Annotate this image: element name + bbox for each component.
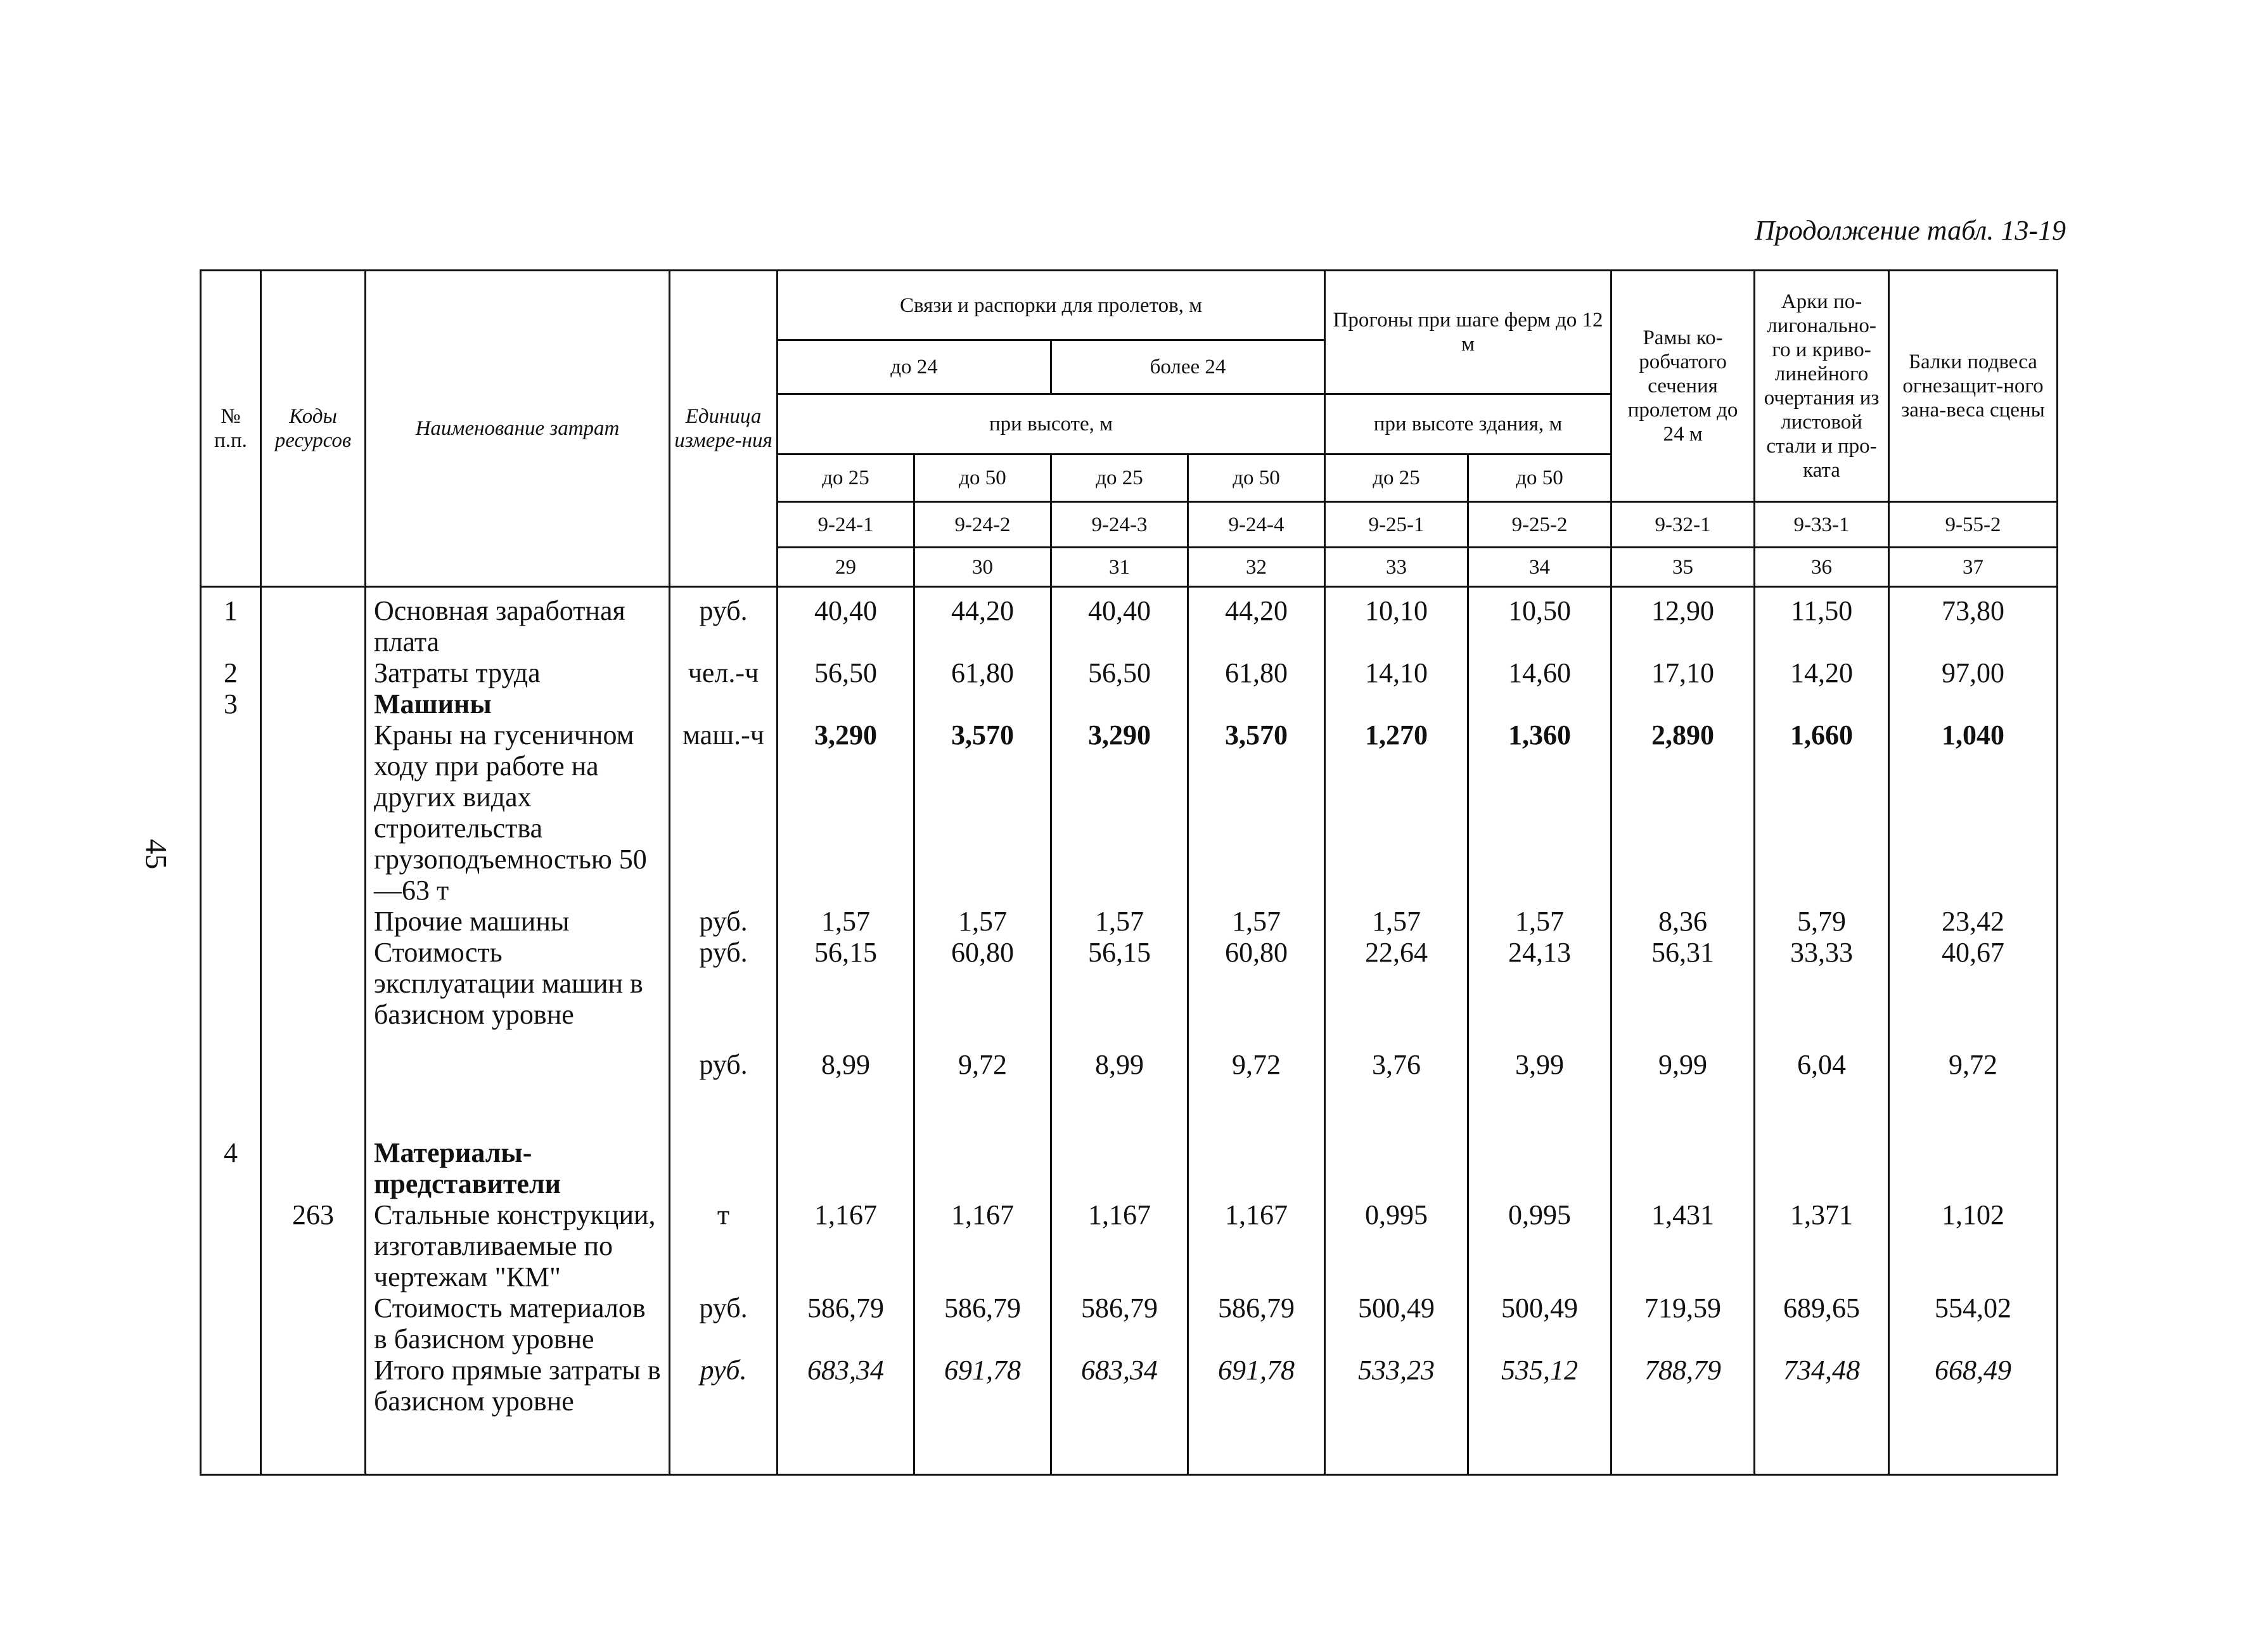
table-row <box>201 1199 2058 1292</box>
row-name: Затраты труда <box>366 657 670 688</box>
row-code <box>261 587 366 658</box>
header-code: 9-24-4 <box>1188 502 1325 548</box>
row-value: 1,371 <box>1755 1199 1889 1292</box>
row-value: 8,99 <box>778 1030 914 1080</box>
row-value: 1,57 <box>778 906 914 937</box>
row-value <box>914 1080 1051 1199</box>
row-value: 1,270 <box>1325 719 1468 906</box>
row-value: 6,04 <box>1755 1030 1889 1080</box>
row-value: 33,33 <box>1755 937 1889 1030</box>
row-name: Стоимость материалов в базисном уровне <box>366 1292 670 1355</box>
row-value <box>914 688 1051 719</box>
row-name: Основная заработная плата <box>366 587 670 658</box>
row-value: 44,20 <box>1188 587 1325 658</box>
header-code: 9-24-3 <box>1051 502 1188 548</box>
row-code: 263 <box>261 1199 366 1292</box>
table-row <box>201 1292 2058 1355</box>
row-unit: руб. <box>670 1292 778 1355</box>
row-value: 586,79 <box>1188 1292 1325 1355</box>
row-name: Прочие машины <box>366 906 670 937</box>
header-col-number: 31 <box>1051 548 1188 587</box>
row-value: 9,72 <box>1188 1030 1325 1080</box>
row-value: 1,57 <box>1468 906 1611 937</box>
row-num <box>201 1199 261 1292</box>
row-code <box>261 906 366 937</box>
row-unit: чел.-ч <box>670 657 778 688</box>
row-code <box>261 688 366 719</box>
header-code: 9-25-2 <box>1468 502 1611 548</box>
row-num <box>201 906 261 937</box>
row-code <box>261 1030 366 1080</box>
row-unit: руб. <box>670 1030 778 1080</box>
row-value: 586,79 <box>778 1292 914 1355</box>
header-col-number: 33 <box>1325 548 1468 587</box>
row-value: 56,50 <box>1051 657 1188 688</box>
row-value: 535,12 <box>1468 1355 1611 1475</box>
row-value <box>1051 1080 1188 1199</box>
row-unit: руб. <box>670 906 778 937</box>
row-value: 1,360 <box>1468 719 1611 906</box>
row-value: 60,80 <box>1188 937 1325 1030</box>
row-value <box>1188 1080 1325 1199</box>
header-num: № п.п. <box>201 271 261 587</box>
row-value <box>1051 688 1188 719</box>
row-value <box>1468 688 1611 719</box>
row-value: 2,890 <box>1611 719 1755 906</box>
row-value: 14,20 <box>1755 657 1889 688</box>
row-value: 0,995 <box>1325 1199 1468 1292</box>
header-height: до 50 <box>1188 454 1325 502</box>
header-arki: Арки по-лигонально-го и криво-линейного очертания из листовой стали и про-ката <box>1755 271 1889 502</box>
table-row <box>201 937 2058 1030</box>
row-value: 1,660 <box>1755 719 1889 906</box>
header-code: 9-24-2 <box>914 502 1051 548</box>
row-num: 1 <box>201 587 261 658</box>
row-name: Краны на гусеничном ходу при работе на других видах строительства грузоподъемностью 50—63 т <box>366 719 670 906</box>
row-name: Стальные конструкции, изготавливаемые по чертежам "КМ" <box>366 1199 670 1292</box>
page-number: 45 <box>139 839 173 870</box>
header-do24: до 24 <box>778 340 1051 394</box>
row-num <box>201 1030 261 1080</box>
row-value: 683,34 <box>778 1355 914 1475</box>
header-col-number: 34 <box>1468 548 1611 587</box>
header-codes: Коды ресурсов <box>261 271 366 587</box>
resource-table <box>200 269 2058 1476</box>
row-num <box>201 937 261 1030</box>
header-ramy: Рамы ко-робчатого сечения пролетом до 24 м <box>1611 271 1755 502</box>
row-value <box>778 1080 914 1199</box>
table-caption: Продолжение табл. 13-19 <box>1755 215 2066 246</box>
row-value <box>1325 1080 1468 1199</box>
header-balki: Балки подвеса огнезащит-ного зана-веса сцены <box>1889 271 2058 502</box>
row-value: 586,79 <box>914 1292 1051 1355</box>
header-name: Наименование затрат <box>366 271 670 587</box>
row-value: 22,64 <box>1325 937 1468 1030</box>
row-value <box>778 688 914 719</box>
row-value: 691,78 <box>1188 1355 1325 1475</box>
row-value: 1,57 <box>1051 906 1188 937</box>
row-value: 9,72 <box>914 1030 1051 1080</box>
row-value: 691,78 <box>914 1355 1051 1475</box>
row-value: 23,42 <box>1889 906 2058 937</box>
row-name: Стоимость эксплуатации машин в базисном уровне <box>366 937 670 1030</box>
row-value <box>1468 1080 1611 1199</box>
row-value: 3,76 <box>1325 1030 1468 1080</box>
row-value: 10,50 <box>1468 587 1611 658</box>
row-code <box>261 937 366 1030</box>
row-value: 61,80 <box>1188 657 1325 688</box>
row-value: 8,36 <box>1611 906 1755 937</box>
row-value: 61,80 <box>914 657 1051 688</box>
row-value: 12,90 <box>1611 587 1755 658</box>
row-value: 668,49 <box>1889 1355 2058 1475</box>
row-value <box>1611 1080 1755 1199</box>
table-row <box>201 688 2058 719</box>
header-group-progony: Прогоны при шаге ферм до 12 м <box>1325 271 1611 394</box>
header-group-svyazi: Связи и распорки для пролетов, м <box>778 271 1325 340</box>
row-value: 14,60 <box>1468 657 1611 688</box>
row-num <box>201 1292 261 1355</box>
row-value: 3,290 <box>778 719 914 906</box>
row-value: 788,79 <box>1611 1355 1755 1475</box>
table-row <box>201 587 2058 658</box>
header-col-number: 30 <box>914 548 1051 587</box>
row-value: 56,15 <box>778 937 914 1030</box>
header-code: 9-24-1 <box>778 502 914 548</box>
row-value: 1,102 <box>1889 1199 2058 1292</box>
row-num: 4 <box>201 1080 261 1199</box>
row-code <box>261 657 366 688</box>
row-value: 1,167 <box>1051 1199 1188 1292</box>
row-value: 0,995 <box>1468 1199 1611 1292</box>
row-value: 1,431 <box>1611 1199 1755 1292</box>
header-col-number: 37 <box>1889 548 2058 587</box>
row-value: 3,99 <box>1468 1030 1611 1080</box>
row-value: 56,31 <box>1611 937 1755 1030</box>
header-height: до 25 <box>1325 454 1468 502</box>
row-value: 40,40 <box>778 587 914 658</box>
header-height: до 25 <box>1051 454 1188 502</box>
row-value: 554,02 <box>1889 1292 2058 1355</box>
row-value: 44,20 <box>914 587 1051 658</box>
row-code <box>261 1355 366 1475</box>
row-num <box>201 1355 261 1475</box>
header-height: до 50 <box>914 454 1051 502</box>
row-value: 9,72 <box>1889 1030 2058 1080</box>
row-unit: руб. <box>670 937 778 1030</box>
row-value: 3,290 <box>1051 719 1188 906</box>
header-code: 9-33-1 <box>1755 502 1889 548</box>
row-unit: руб. <box>670 1355 778 1475</box>
row-value: 56,15 <box>1051 937 1188 1030</box>
row-num: 3 <box>201 688 261 719</box>
row-name: Итого прямые затраты в базисном уровне <box>366 1355 670 1475</box>
row-value: 1,167 <box>778 1199 914 1292</box>
row-unit: т <box>670 1199 778 1292</box>
row-value: 24,13 <box>1468 937 1611 1030</box>
header-col-number: 35 <box>1611 548 1755 587</box>
row-value: 719,59 <box>1611 1292 1755 1355</box>
row-unit: руб. <box>670 587 778 658</box>
row-value: 73,80 <box>1889 587 2058 658</box>
row-value: 8,99 <box>1051 1030 1188 1080</box>
row-unit <box>670 688 778 719</box>
row-value: 533,23 <box>1325 1355 1468 1475</box>
row-value <box>1889 1080 2058 1199</box>
table-row <box>201 1030 2058 1080</box>
header-col-number: 32 <box>1188 548 1325 587</box>
header-pri-vysote-zdaniya: при высоте здания, м <box>1325 394 1611 454</box>
row-value: 689,65 <box>1755 1292 1889 1355</box>
row-value <box>1611 688 1755 719</box>
row-name: Материалы-представители <box>366 1080 670 1199</box>
row-value <box>1325 688 1468 719</box>
header-height: до 25 <box>778 454 914 502</box>
row-name: Машины <box>366 688 670 719</box>
header-pri-vysote: при высоте, м <box>778 394 1325 454</box>
row-unit: маш.-ч <box>670 719 778 906</box>
header-unit: Единица измере-ния <box>670 271 778 587</box>
table-row <box>201 1080 2058 1199</box>
header-code: 9-25-1 <box>1325 502 1468 548</box>
row-value: 3,570 <box>914 719 1051 906</box>
row-value: 14,10 <box>1325 657 1468 688</box>
row-value: 40,67 <box>1889 937 2058 1030</box>
header-code: 9-32-1 <box>1611 502 1755 548</box>
row-code <box>261 1292 366 1355</box>
header-code: 9-55-2 <box>1889 502 2058 548</box>
header-height: до 50 <box>1468 454 1611 502</box>
row-value <box>1188 688 1325 719</box>
row-value: 9,99 <box>1611 1030 1755 1080</box>
row-value: 1,57 <box>914 906 1051 937</box>
row-code <box>261 1080 366 1199</box>
row-value <box>1889 688 2058 719</box>
row-value: 500,49 <box>1325 1292 1468 1355</box>
row-value: 500,49 <box>1468 1292 1611 1355</box>
header-col-number: 29 <box>778 548 914 587</box>
row-value: 97,00 <box>1889 657 2058 688</box>
table-row <box>201 906 2058 937</box>
row-value: 586,79 <box>1051 1292 1188 1355</box>
table-row <box>201 1355 2058 1475</box>
row-value: 683,34 <box>1051 1355 1188 1475</box>
row-value: 56,50 <box>778 657 914 688</box>
row-value: 60,80 <box>914 937 1051 1030</box>
row-value: 17,10 <box>1611 657 1755 688</box>
row-num <box>201 719 261 906</box>
row-unit <box>670 1080 778 1199</box>
header-col-number: 36 <box>1755 548 1889 587</box>
row-value: 1,167 <box>914 1199 1051 1292</box>
row-value <box>1755 688 1889 719</box>
row-value: 1,57 <box>1325 906 1468 937</box>
header-bolee24: более 24 <box>1051 340 1325 394</box>
row-value: 3,570 <box>1188 719 1325 906</box>
row-value: 40,40 <box>1051 587 1188 658</box>
row-value: 1,167 <box>1188 1199 1325 1292</box>
row-code <box>261 719 366 906</box>
table-row <box>201 719 2058 906</box>
row-value: 1,040 <box>1889 719 2058 906</box>
row-value: 10,10 <box>1325 587 1468 658</box>
row-value: 1,57 <box>1188 906 1325 937</box>
row-name <box>366 1030 670 1080</box>
row-value: 5,79 <box>1755 906 1889 937</box>
table-row <box>201 657 2058 688</box>
row-value: 734,48 <box>1755 1355 1889 1475</box>
row-value: 11,50 <box>1755 587 1889 658</box>
row-num: 2 <box>201 657 261 688</box>
row-value <box>1755 1080 1889 1199</box>
